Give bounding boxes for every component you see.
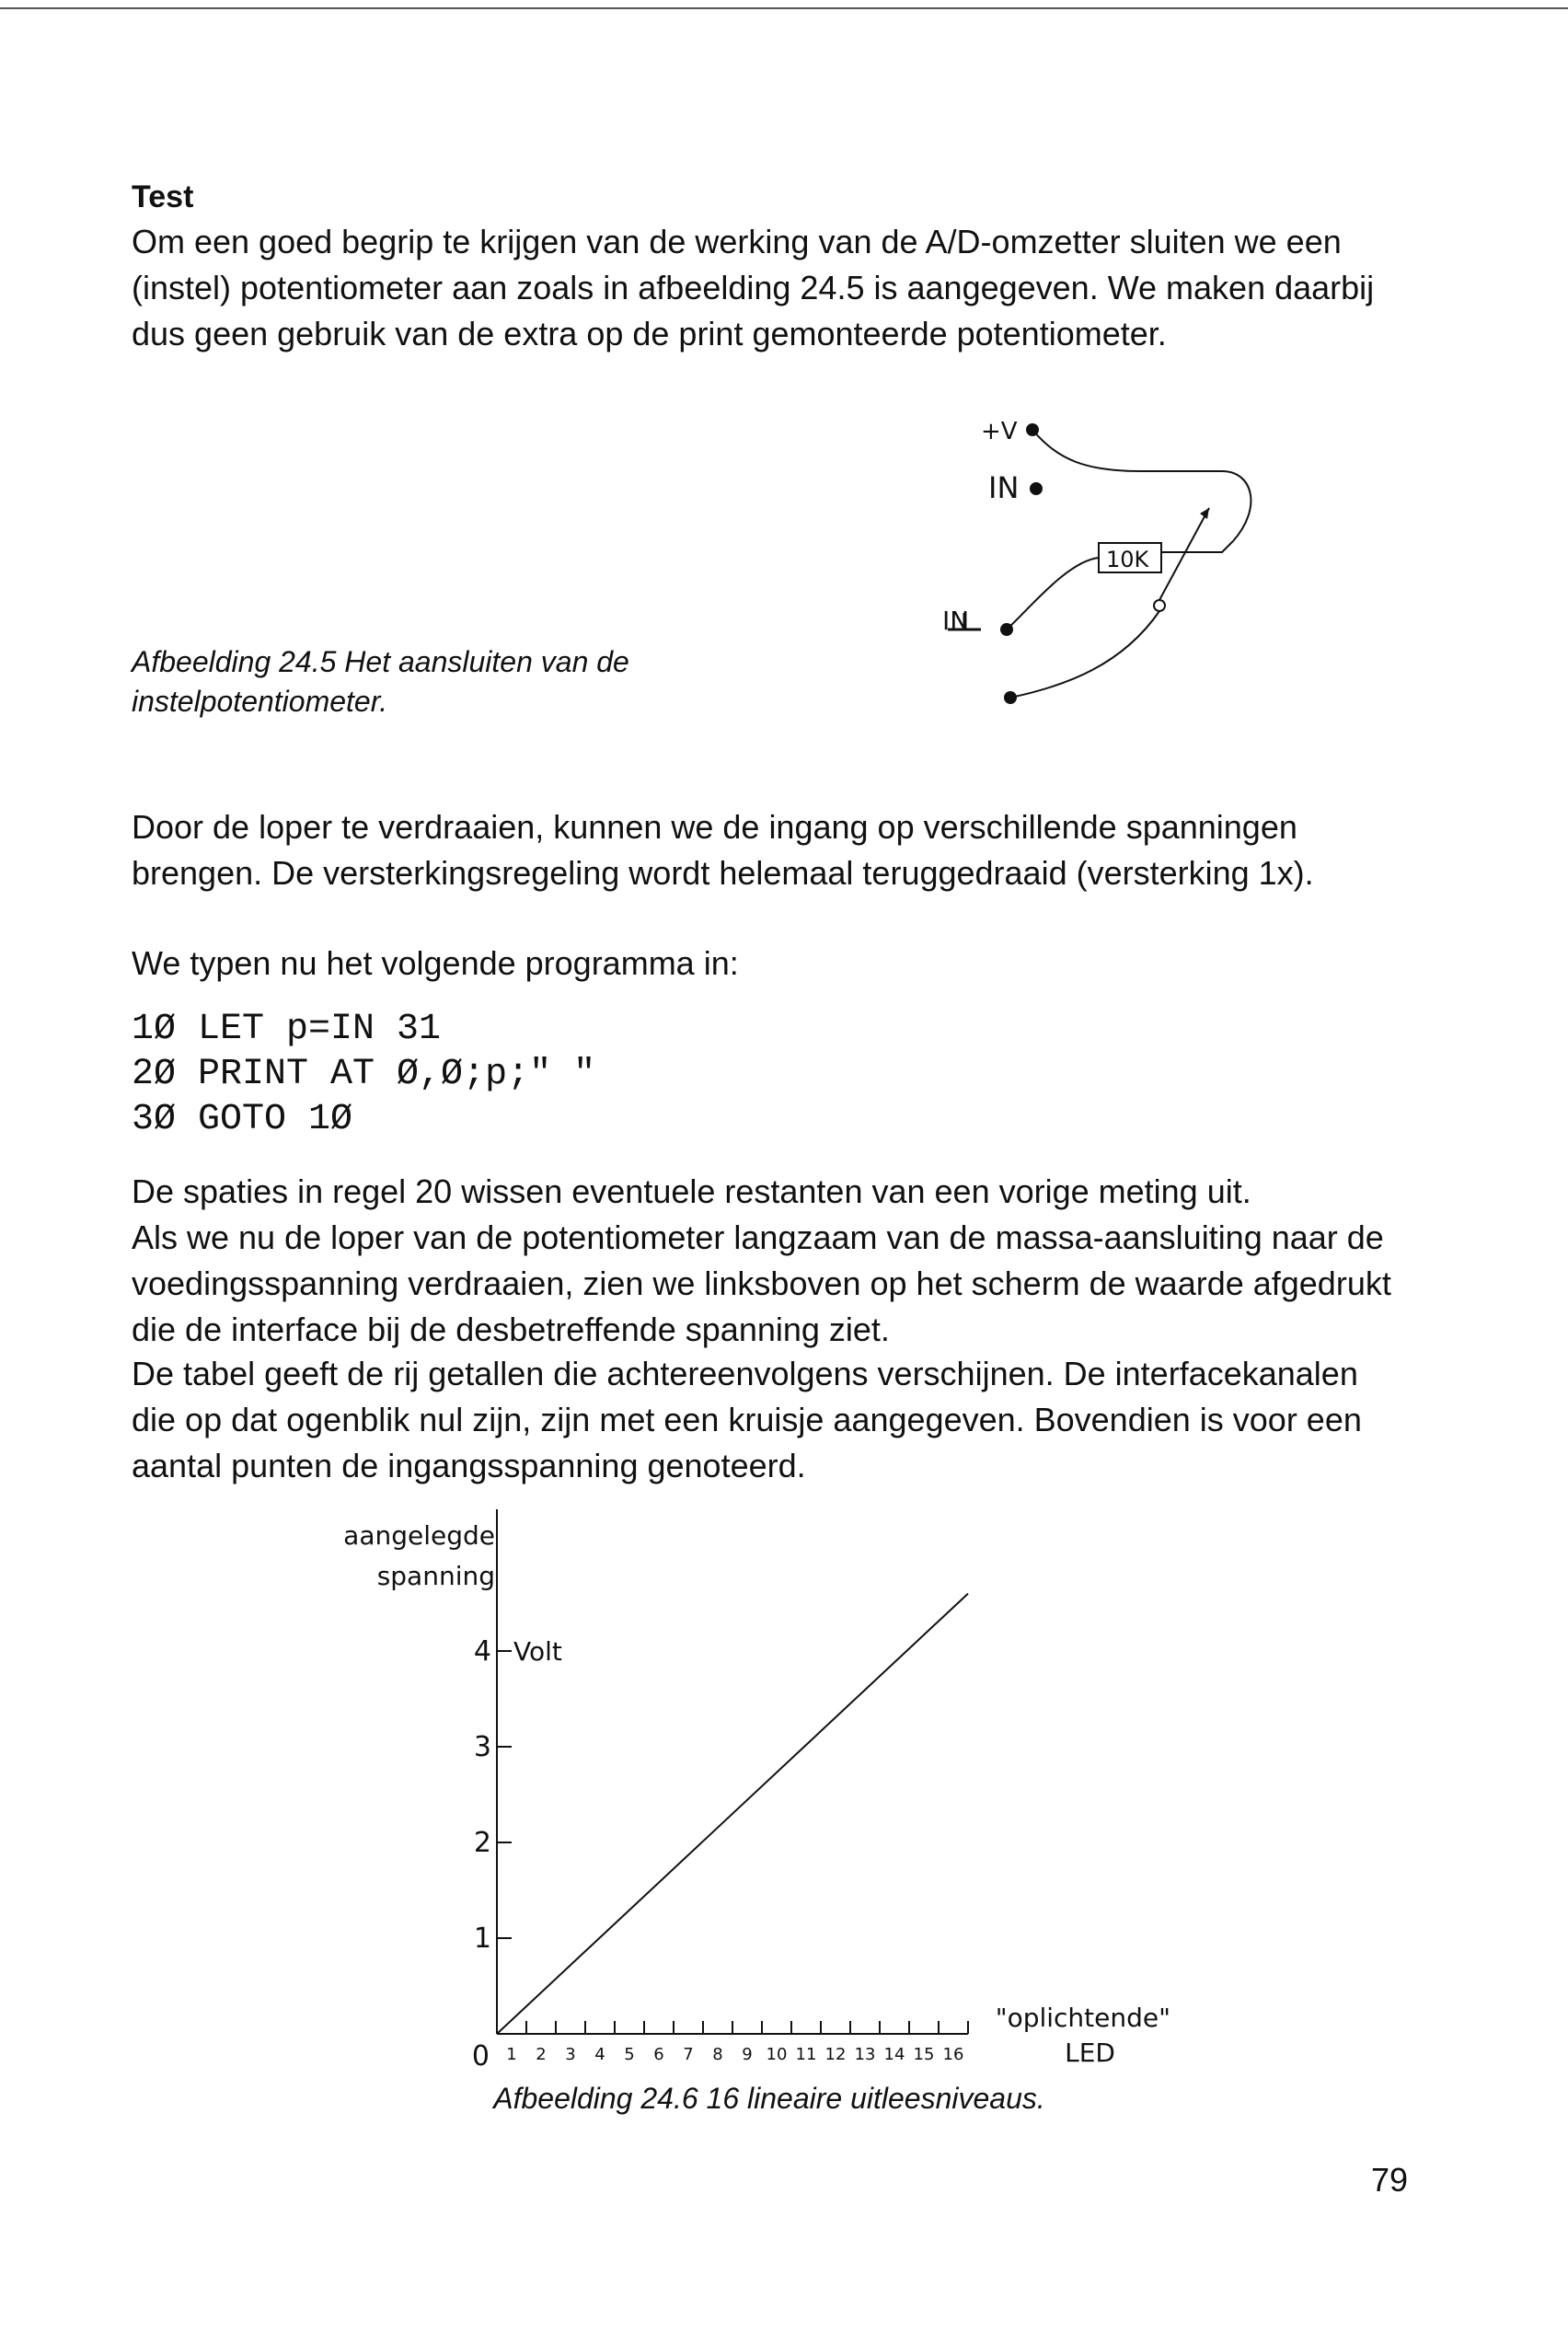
x-tick-label-5: 5: [624, 2045, 635, 2064]
wiper-terminal: [1154, 600, 1165, 611]
y-unit-label: Volt: [513, 1636, 562, 1667]
paragraph-spaties: De spaties in regel 20 wissen eventuele restanten van een vorige meting uit.: [132, 1172, 1251, 1210]
y-tick-label-3: 3: [473, 1731, 491, 1763]
x-tick-label-11: 11: [795, 2045, 817, 2064]
x-axis-label-line2: LED: [1065, 2038, 1115, 2068]
paragraph-program-intro: We typen nu het volgende programma in:: [132, 944, 739, 982]
y-tick-label-2: 2: [473, 1827, 491, 1859]
x-tick-label-15: 15: [913, 2045, 935, 2064]
code-line-3: 3Ø GOTO 1Ø: [132, 1099, 353, 1140]
potentiometer-diagram: [929, 405, 1316, 736]
x-tick-label-2: 2: [536, 2045, 547, 2064]
wiper-arrow: [1159, 508, 1209, 600]
figure-24-5-caption: Afbeelding 24.5 Het aansluiten van de instelpotentiometer.: [132, 645, 629, 718]
series-line-1: [497, 1594, 968, 2034]
plus-v-label: +V: [981, 418, 1018, 445]
top-rule: [0, 7, 1568, 9]
intro-paragraph: Om een goed begrip te krijgen van de werking van de A/D-omzetter sluiten we een (instel) potentiometer aan zoals in afbeelding 24.5 is aangegeven. We maken daarbij dus geen gebruik van de extra op de print gemonteerde potentiometer.: [132, 223, 1375, 352]
x-axis-label-line1: "oplichtende": [995, 2003, 1170, 2033]
in-top-terminal: [1030, 482, 1043, 495]
x-tick-label-1: 1: [506, 2045, 517, 2064]
wire-ground: [1007, 558, 1099, 629]
code-line-1: 1Ø LET p=IN 31: [132, 1009, 442, 1050]
resistor-label: 10K: [1106, 547, 1149, 572]
x-tick-label-7: 7: [683, 2045, 694, 2064]
x-tick-label-10: 10: [766, 2045, 788, 2064]
paragraph-loper: Door de loper te verdraaien, kunnen we de ingang op verschillende spanningen brengen. De versterkingsregeling wordt helemaal teruggedraaid (versterking 1x).: [132, 808, 1314, 892]
origin-label: 0: [471, 2040, 490, 2073]
x-tick-label-14: 14: [883, 2045, 905, 2064]
y-axis-label-line2: spanning: [376, 1561, 495, 1591]
x-tick-label-12: 12: [824, 2045, 847, 2064]
y-tick-label-4: 4: [473, 1635, 491, 1668]
section-heading: Test: [132, 179, 194, 214]
wire-wiper: [1010, 611, 1159, 698]
x-tick-label-16: 16: [942, 2045, 964, 2064]
x-tick-label-6: 6: [653, 2045, 664, 2064]
x-tick-label-9: 9: [742, 2045, 753, 2064]
x-tick-label-4: 4: [594, 2045, 605, 2064]
led-voltage-chart: [313, 1500, 1215, 2089]
x-tick-label-13: 13: [854, 2045, 876, 2064]
code-line-2: 2Ø PRINT AT Ø,Ø;p;" ": [132, 1054, 596, 1095]
y-axis-label-line1: aangelegde: [343, 1520, 495, 1551]
wire-plus-v: [1032, 430, 1251, 541]
in-bottom-label: IN: [942, 606, 970, 636]
page-number: 79: [1370, 2161, 1408, 2199]
basic-program: [132, 1007, 595, 1142]
in-top-label: IN: [988, 470, 1020, 505]
paragraph-loper-verdraaien: Als we nu de loper van de potentiometer langzaam van de massa-aansluiting naar de voedingsspanning verdraaien, zien we linksboven op het scherm de waarde afgedrukt die de interface bij de desbetreffende spanning ziet.: [132, 1218, 1391, 1348]
figure-24-6-caption: Afbeelding 24.6 16 lineaire uitleesniveaus.: [493, 2082, 1045, 2115]
x-tick-label-8: 8: [712, 2045, 723, 2064]
paragraph-tabel: De tabel geeft de rij getallen die achtereenvolgens verschijnen. De interfacekanalen die op dat ogenblik nul zijn, zijn met een kruisje aangegeven. Bovendien is voor een aantal punten de ingangsspanning genoteerd.: [132, 1355, 1362, 1484]
y-tick-label-1: 1: [473, 1923, 491, 1955]
x-tick-label-3: 3: [565, 2045, 576, 2064]
